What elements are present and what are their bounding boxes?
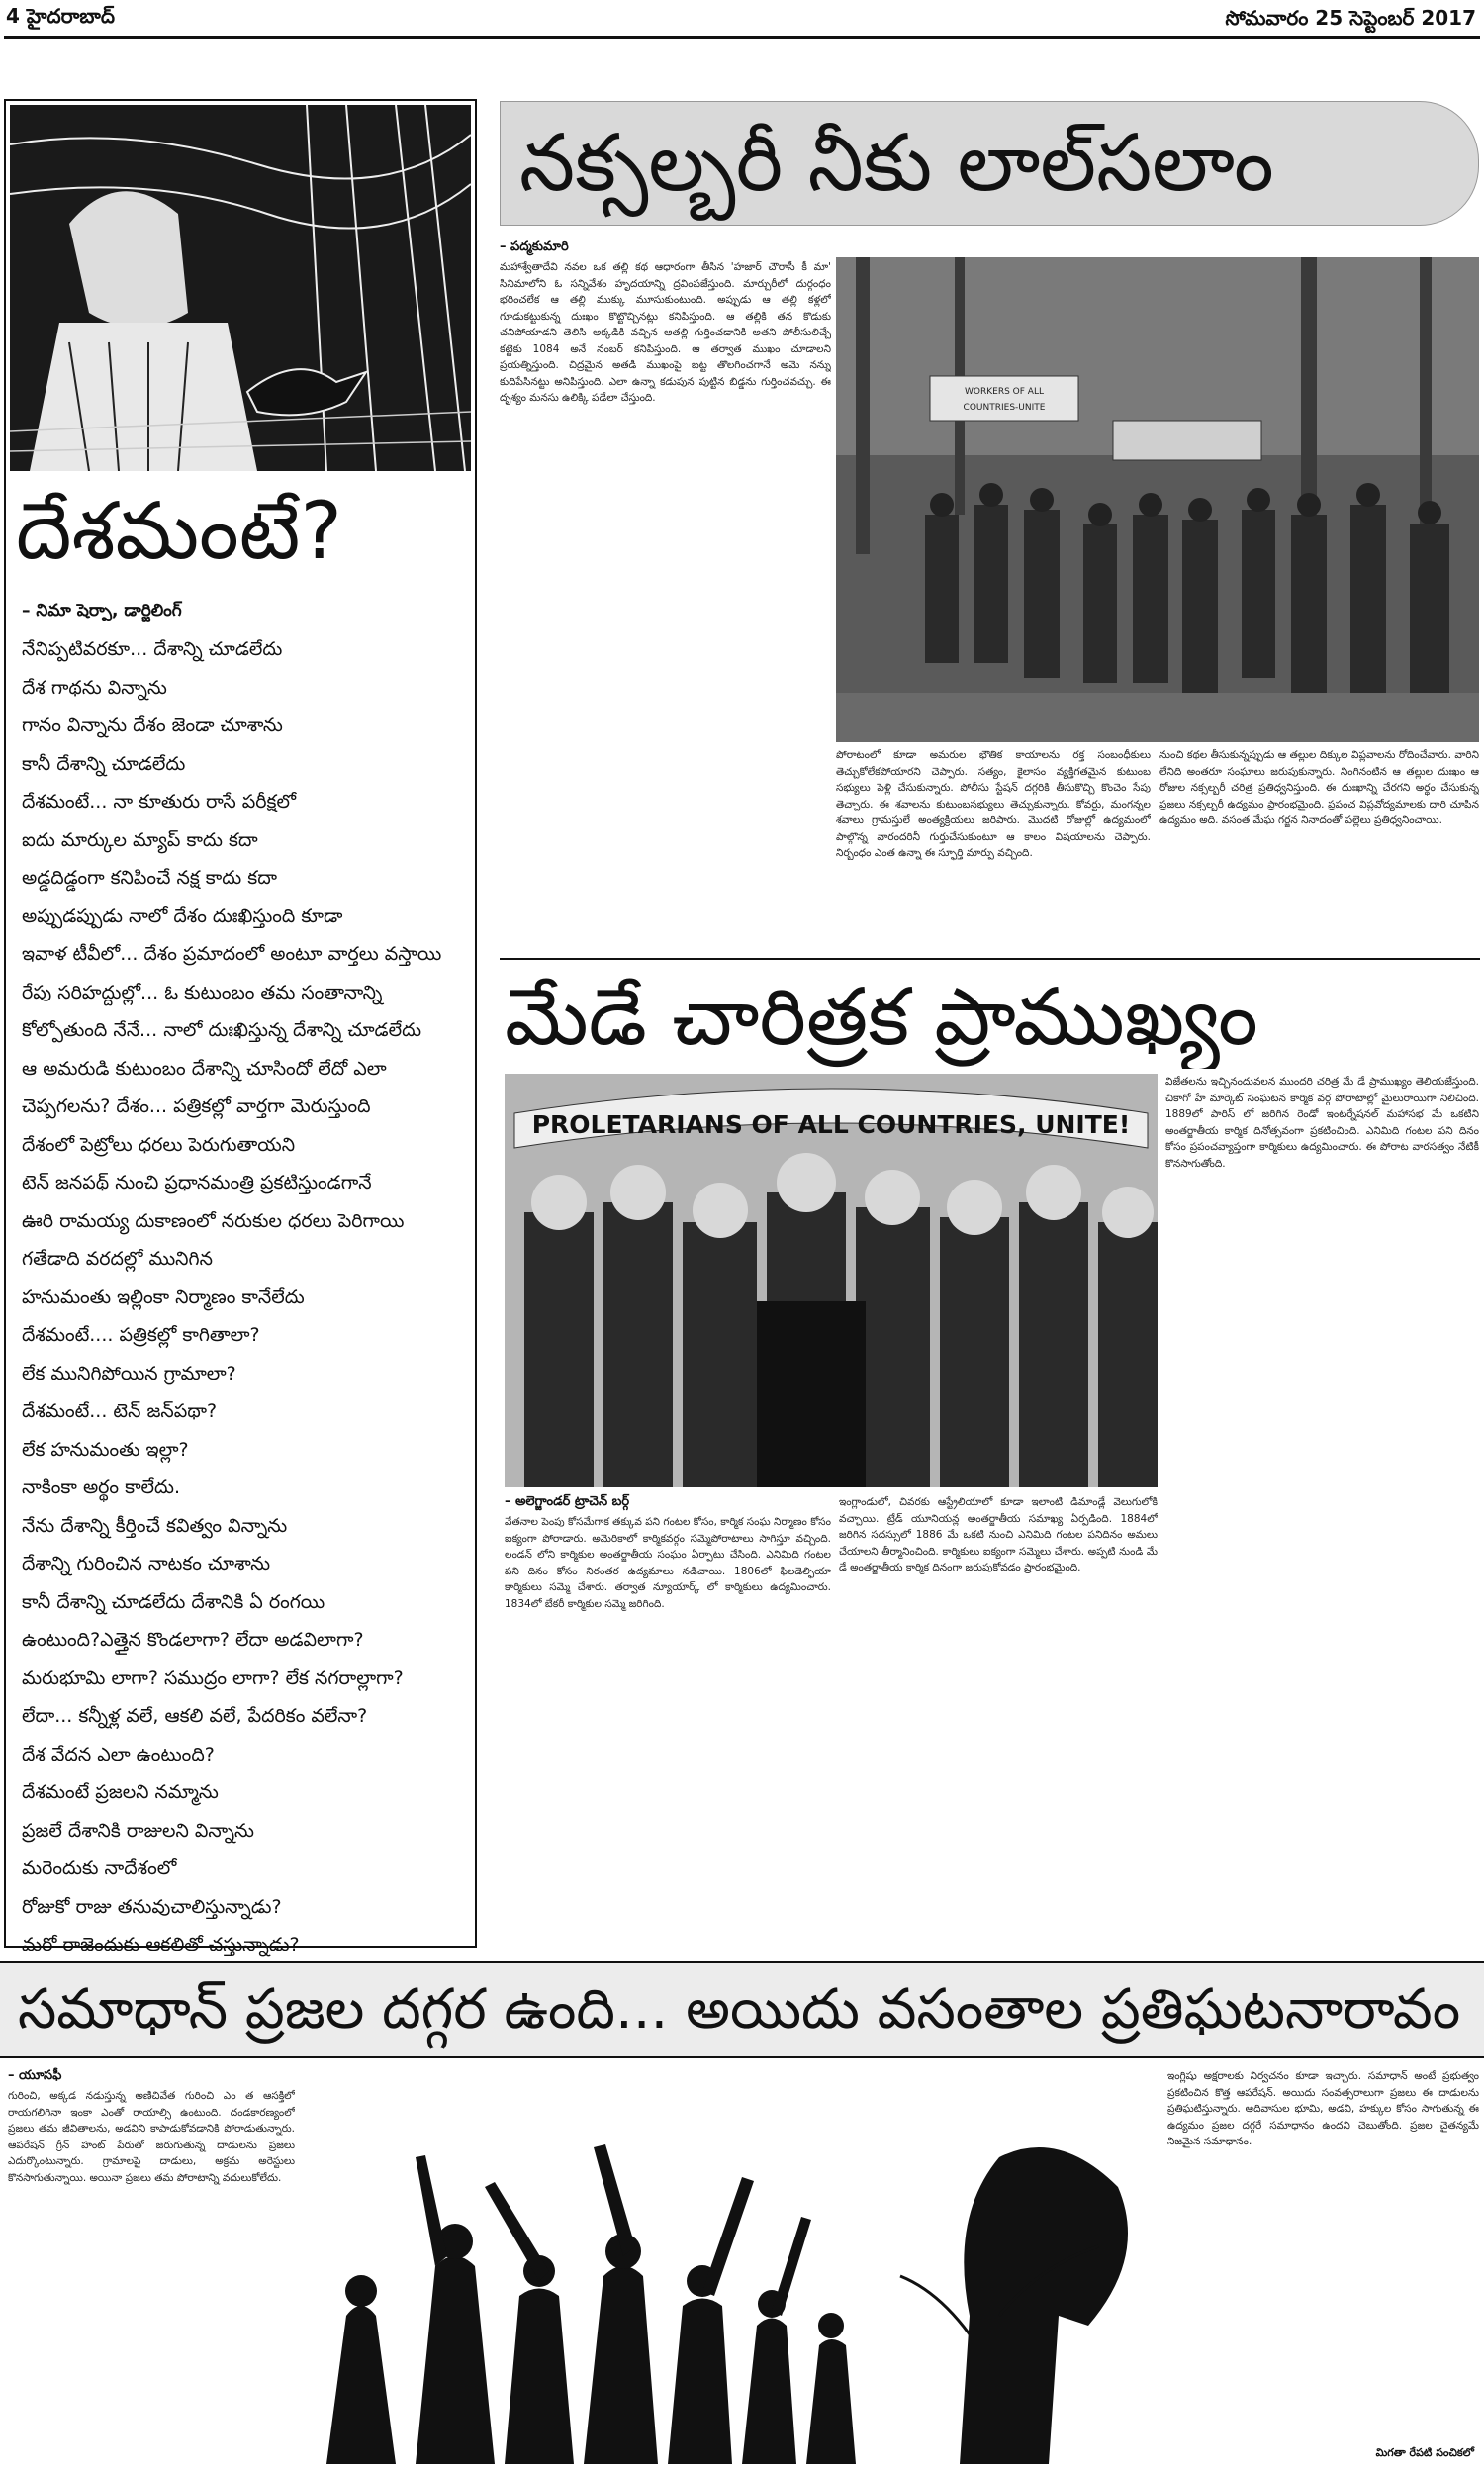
poem-line: లేక మునిగిపోయిన గ్రామాలా? [22, 1362, 236, 1384]
article3-byline: – యూసఫీ [8, 2068, 62, 2083]
photo-banner-line2: COUNTRIES-UNITE [963, 403, 1046, 413]
article2-column-2: ఇంగ్లాండులో, చివరకు ఆస్ట్రేలియాలో కూడా ఇలాంటి డిమాండ్లే వెలుగులోకి వచ్చాయి. ట్రేడ్ యూనియన్ల అంతర్జాతీయ సమాఖ్య ఏర్పడింది. 1884లో జరిగిన సదస్సులో 1886 మే ఒకటి నుంచి ఎనిమిది గంటల పనిదినం అమలు చేయాలని తీర్మానించింది. కార్మికులు ఐక్యంగా సమ్మెలు చేశారు. అప్పటి నుండి మే డే అంతర్జాతీయ కార్మిక దినంగా జరుపుకోవడం ప్రారంభమైంది. [839, 1496, 1158, 1573]
article1-column-2: పోరాటంలో కూడా అమరుల భౌతిక కాయాలను రక్త సంబంధీకులు తెచ్చుకోలేకపోయారని చెప్పారు. సత్యం, కైలాసం వ్యక్తిగతమైన కుటుంబ సభ్యులు పెళ్లి చేసుకున్నారు. పోలీసు స్టేషన్ దగ్గరికి తీసుకొచ్చి కొంచెం సేపు తెచ్చారు. ఈ శవాలను కుటుంబసభ్యులు తెచ్చుకున్నారు. కోవర్టు, మంగన్నల శవాలు గ్రామస్తులే అంత్యక్రియలు జరిపారు. మొదటి రోజుల్లో ఉద్యమంలో పాల్గొన్న వారందరినీ గుర్తుచేసుకుంటూ ఆ కాలం విషయాలను చెప్పారు. నిర్బంధం ఎంత ఉన్నా ఈ స్ఫూర్తి మార్పు వచ్చింది. [836, 749, 1151, 859]
article1-photo [836, 257, 1479, 742]
poem-line: చెప్పగలను? దేశం... పత్రికల్లో వార్తగా మెరుస్తుంది [22, 1095, 371, 1117]
poem-box [4, 99, 477, 1955]
article1-bottom-rule [500, 958, 1480, 960]
poem-body [22, 630, 472, 1964]
photo-banner-line1: WORKERS OF ALL [965, 387, 1044, 397]
article3-silhouette-image [307, 2068, 1158, 2464]
poem-line: లేక హనుమంతు ఇల్లా? [22, 1438, 189, 1461]
poem-line: దేశాన్ని గురించిన నాటకం చూశాను [22, 1553, 271, 1574]
poem-line: దేశమంటే ప్రజలని నమ్మాను [22, 1781, 219, 1803]
poem-line: హనుమంతు ఇల్లింకా నిర్మాణం కానేలేదు [22, 1285, 305, 1308]
article3-headline: సమాధాన్ ప్రజల దగ్గర ఉంది... అయిదు వసంతాల ప్రతిఘటనారావం [18, 1977, 1461, 2042]
header-rule [4, 36, 1480, 39]
poem-line: కానీ దేశాన్ని చూడలేదు [22, 752, 186, 775]
poem-line: అప్పుడప్పుడు నాలో దేశం దుఃఖిస్తుంది కూడా [22, 904, 343, 927]
article1-column-1: మహాశ్వేతాదేవి నవల ఒక తల్లి కథ ఆధారంగా తీసిన 'హజార్ చౌరాసీ కీ మా' సినిమాలోని ఓ సన్నివేశం హృదయాన్ని ద్రవింపజేస్తుంది. మార్చురీలో దుర్గంధం భరించలేక ఆ తల్లి ముక్కు మూసుకుంటుంది. అప్పుడు ఆ తల్లి కళ్లలో గూడుకట్టుకున్న దుఃఖం కొట్టొచ్చినట్లు కనిపిస్తుంది. ఆ తల్లికి తన కొడుకు చనిపోయాడని తెలిసి అక్కడికి వచ్చిన ఆతల్లి గుర్తించడానికి అతని పోలీసులిచ్చే కట్టెకు 1084 అనే నంబర్ కనిపిస్తుంది. ఆ తర్వాత ముఖం చూడాలని ప్రయత్నిస్తుంది. చిద్రమైన అతడి ముఖంపై బట్ట తొలగించగానే అమె నన్ను కుదిపేసినట్టు అనిపిస్తుంది. ఎలా ఉన్నా కడుపున పుట్టిన బిడ్డను గుర్తించవచ్చు. ఈ దృశ్యం మనసు ఉలిక్కి పడేలా చేస్తుంది. [500, 261, 831, 404]
article2-headline: మేడే చారిత్రక ప్రాముఖ్యం [505, 971, 1258, 1063]
article3-column-1: గురించి, అక్కడ నడుస్తున్న అణిచివేత గురించి ఎం త ఆసక్తిలో రాయగలిగినా ఇంకా ఎంతో రాయాల్సి ఉంటుంది. దండకారణ్యంలో ప్రజలు తమ జీవితాలను, అడవిని కాపాడుకోవడానికి పోరాడుతున్నారు. ఆపరేషన్ గ్రీన్ హంట్ పేరుతో జరుగుతున్న దాడులను ప్రజలు ఎదుర్కొంటున్నారు. గ్రామాలపై దాడులు, అక్రమ అరెస్టులు కొనసాగుతున్నాయి. అయినా ప్రజలు తమ పోరాటాన్ని వదులుకోలేదు. [8, 2090, 295, 2184]
poem-line: ఉంటుంది?ఎత్తైన కొండలాగా? లేదా అడవిలాగా? [22, 1629, 364, 1651]
article2-column-1: వేతనాల పెంపు కోసమేగాక తక్కువ పని గంటల కోసం, కార్మిక సంఘ నిర్మాణం కోసం ఐక్యంగా పోరాడారు. అమెరికాలో కార్మికవర్గం సమ్మెపోరాటాలు సాగిస్తూ వచ్చింది. లండన్ లోని కార్మికుల అంతర్జాతీయ సంఘం ఏర్పాటు చేసింది. ఎనిమిది గంటల పని దినం కోసం నిరంతర ఉద్యమాలు నడిచాయి. 1806లో ఫిలడెల్ఫియా కార్మికులు సమ్మె చేశారు. తర్వాత న్యూయార్క్ లో కార్మికులు ఉద్యమించారు. 1834లో బేకరీ కార్మికుల సమ్మె జరిగింది. [505, 1516, 831, 1610]
continuation-note: మిగతా రేపటి సంచికలో [1375, 2446, 1474, 2459]
poem-line: ఊరి రామయ్య దుకాణంలో నరుకుల ధరలు పెరిగాయి [22, 1209, 405, 1232]
woodcut-illustration [10, 105, 471, 471]
poem-line: దేశమంటే.... పత్రికల్లో కాగితాలా? [22, 1324, 260, 1346]
poem-line: దేశమంటే... టెన్ జన్‌పథా? [22, 1400, 218, 1422]
poem-line: మరెందుకు నాదేశంలో [22, 1857, 177, 1879]
poem-line: నేనిప్పటివరకూ... దేశాన్ని చూడలేదు [22, 638, 283, 660]
article3-column-2: ఇంగ్లిషు అక్షరాలకు నిర్వచనం కూడా ఇచ్చారు. సమాధాన్ అంటే ప్రభుత్వం ప్రకటించిన కొత్త ఆపరేషన్. అయిదు సంవత్సరాలుగా ప్రజలు ఈ దాడులను ప్రతిఘటిస్తున్నారు. ఆదివాసుల భూమి, అడవి, హక్కుల కోసం సాగుతున్న ఈ ఉద్యమం ప్రజల దగ్గరే సమాధానం ఉందని చెబుతోంది. ప్రజల చైతన్యమే నిజమైన సమాధానం. [1167, 2070, 1479, 2147]
article2-byline: – అలెగ్జాండర్ ట్రాచెన్ బర్గ్ [505, 1494, 630, 1509]
poem-line: లేదా... కన్నీళ్ల వలే, ఆకలి వలే, పేదరికం వలేనా? [22, 1705, 368, 1727]
article2-column-3b [1165, 1494, 1479, 1950]
poem-line: కోల్పోతుంది నేనే... నాలో దుఃఖిస్తున్న దేశాన్ని చూడలేదు [22, 1019, 422, 1041]
poem-line: నేను దేశాన్ని కీర్తించే కవిత్వం విన్నాను [22, 1514, 288, 1537]
issue-date: సోమవారం 25 సెప్టెంబర్ 2017 [1225, 6, 1476, 30]
article2-poster-image [505, 1074, 1158, 1487]
poem-line: దేశ గాథను విన్నాను [22, 676, 167, 699]
poem-line: మరో రాజెందుకు ఆకలితో చస్తున్నాడు? [22, 1934, 300, 1955]
poem-line: అడ్డదిడ్డంగా కనిపించే నక్ష కాదు కదా [22, 867, 277, 889]
poem-line: గానం విన్నాను దేశం జెండా చూశాను [22, 714, 283, 736]
poem-line: ఐదు మార్కుల మ్యాప్ కాదు కదా [22, 828, 258, 851]
poem-line: కానీ దేశాన్ని చూడలేదు దేశానికి ఏ రంగయి [22, 1590, 325, 1613]
poem-line: నాకింకా అర్థం కాలేదు. [22, 1476, 181, 1498]
poem-line: రేపు సరిహద్దుల్లో... ఓ కుటుంబం తమ సంతానాన్ని [22, 981, 383, 1003]
poem-line: రోజుకో రాజు తనువుచాలిస్తున్నాడు? [22, 1895, 282, 1918]
article1-byline: – పద్మకుమారి [500, 239, 569, 254]
poem-line: దేశమంటే... నా కూతురు రాసే పరీక్షలో [22, 791, 297, 812]
poem-author: – నిమా షెర్పా, డార్జిలింగ్ [22, 601, 182, 620]
poem-line: ప్రజలే దేశానికి రాజులని విన్నాను [22, 1819, 254, 1842]
poem-line: దేశ వేదన ఎలా ఉంటుంది? [22, 1743, 215, 1765]
poem-line: గతేడాది వరదల్లో మునిగిన [22, 1248, 213, 1270]
page-label: 4 హైదరాబాద్ [6, 4, 115, 28]
poem-line: ఇవాళ టీవీలో... దేశం ప్రమాదంలో అంటూ వార్తలు వస్తాయి [22, 943, 442, 965]
article1-headline: నక్సల్బరీ నీకు లాల్‌సలాం [519, 117, 1274, 209]
article1-column-3: నుంచి కథల తీసుకున్నప్పుడు ఆ తల్లుల దిక్కుల విప్లవాలను రోదించేవారు. వారిని లేనిది అంతరూ సంఘాలు జరుపుకున్నారు. నింగినంటిన ఆ తల్లుల దుఃఖం ఆ రోజుల నక్సల్బరీ చరిత్ర ప్రతిధ్వనిస్తుంది. ఈ దుఃఖాన్ని చేరగని అర్థం చేసుకున్న ప్రజలు నక్సల్బరీ ఉద్యమం ప్రారంభమైంది. ప్రపంచ విప్లవోద్యమాలకు దారి చూపిన ఉద్యమం అది. వసంత మేఘ గర్జన నినాదంతో పల్లెలు ప్రతిధ్వనించాయి. [1159, 749, 1479, 826]
poem-line: దేశంలో పెట్రోలు ధరలు పెరుగుతాయని [22, 1133, 296, 1156]
poem-title: దేశమంటే? [16, 485, 342, 577]
poster-slogan: PROLETARIANS OF ALL COUNTRIES, UNITE! [531, 1110, 1131, 1139]
poem-line: టెన్ జనపథ్ నుంచి ప్రధానమంత్రి ప్రకటిస్తుండగానే [22, 1172, 372, 1193]
poem-line: ఆ అమరుడి కుటుంబం దేశాన్ని చూసిందో లేదో ఎలా [22, 1057, 387, 1080]
article2-column-3: విజేతలను ఇచ్చినందువలన ముందరి చరిత్ర మే డే ప్రాముఖ్యం తెలియజేస్తుంది. చికాగో హే మార్కెట్ సంఘటన కార్మిక వర్గ పోరాటాల్లో మైలురాయిగా నిలిచింది. 1889లో పారిస్ లో జరిగిన రెండో ఇంటర్నేషనల్ మహాసభ మే ఒకటిని అంతర్జాతీయ కార్మిక దినోత్సవంగా ప్రకటించింది. ఎనిమిది గంటల పని దినం కోసం ప్రపంచవ్యాప్తంగా కార్మికులు ఉద్యమించారు. ఈ పోరాట వారసత్వం నేటికీ కొనసాగుతోంది. [1165, 1076, 1479, 1170]
poem-line: మరుభూమి లాగా? సముద్రం లాగా? లేక నగరాల్లాగా? [22, 1666, 404, 1689]
